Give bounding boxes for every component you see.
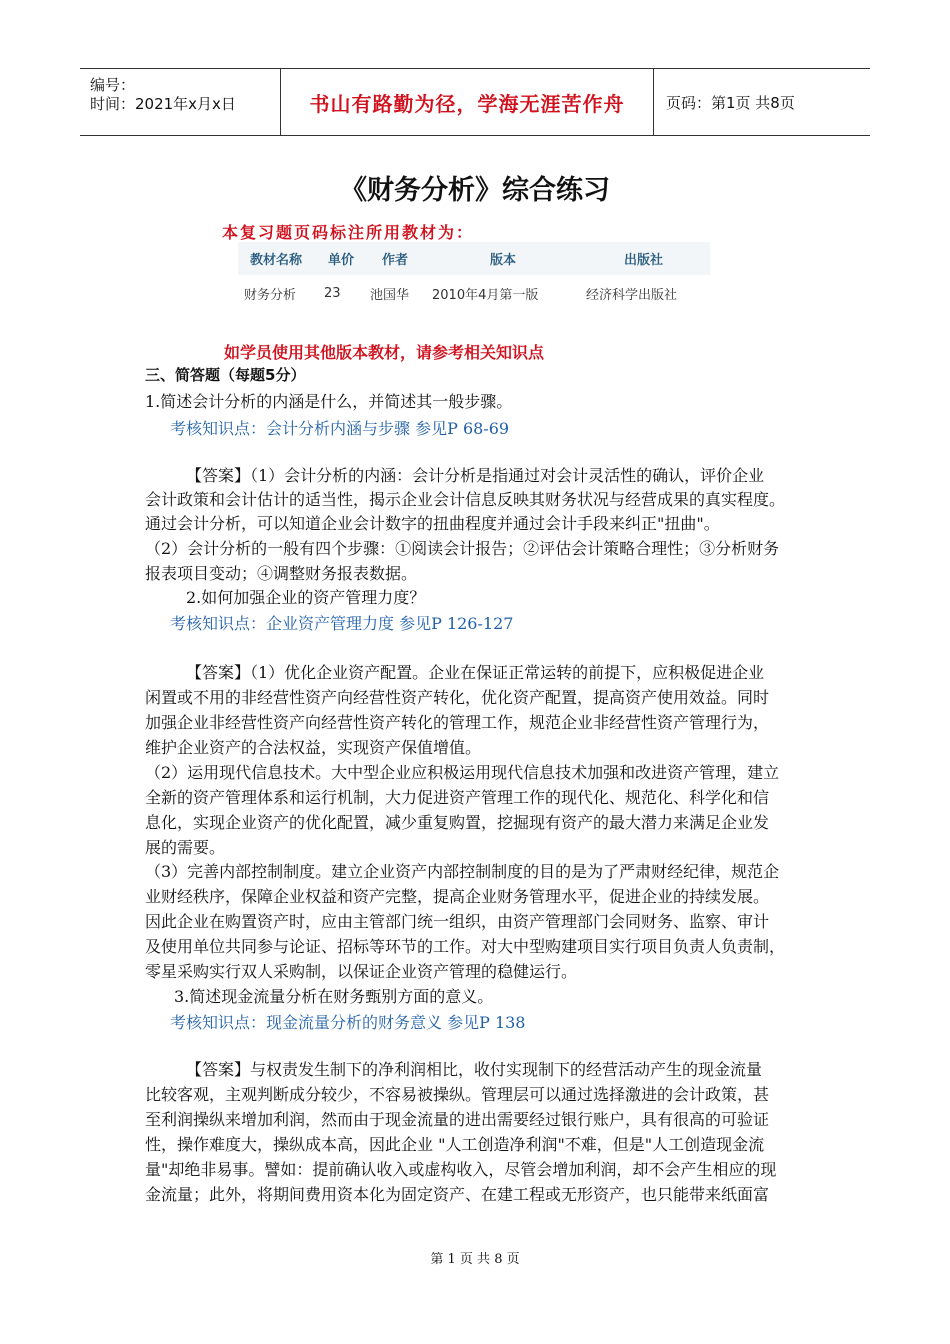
document-title: 《财务分析》综合练习: [340, 175, 610, 206]
table-header-row: [238, 242, 710, 275]
table-header-cell: 教材名称: [250, 253, 303, 268]
textbook-table: [238, 242, 710, 311]
other-edition-notice: 如学员使用其他版本教材，请参考相关知识点: [224, 343, 545, 362]
answer-line: 量"却绝非易事。譬如：提前确认收入或虚构收入，尽管会增加利润，却不会产生相应的现: [145, 1160, 777, 1179]
header-page-info: 页码：第1页 共8页: [666, 93, 795, 112]
answer-line: 展的需要。: [145, 838, 226, 857]
answer-line: 加强企业非经营性资产向经营性资产转化的管理工作，规范企业非经营性资产管理行为，: [145, 713, 770, 732]
table-cell: 2010年4月第一版: [432, 287, 539, 303]
knowledge-point-line: 考核知识点：企业资产管理力度 参见P 126-127: [170, 614, 514, 633]
answer-line: 维护企业资产的合法权益，实现资产保值增值。: [145, 738, 482, 757]
question-line: 3.简述现金流量分析在财务甄别方面的意义。: [174, 987, 494, 1006]
table-header-cell: 单价: [328, 253, 355, 268]
answer-line: 【答案】（1）会计分析的内涵：会计分析是指通过对会计灵活性的确认，评价企业: [186, 466, 765, 485]
answer-line: 会计政策和会计估计的适当性，揭示企业会计信息反映其财务状况与经营成果的真实程度。: [145, 490, 786, 509]
textbook-notice: 本复习题页码标注所用教材为：: [222, 223, 475, 242]
answer-line: 【答案】（1）优化企业资产配置。企业在保证正常运转的前提下，应积极促进企业: [186, 663, 765, 682]
answer-line: （2）会计分析的一般有四个步骤：①阅读会计报告；②评估会计策略合理性；③分析财务: [145, 539, 780, 558]
answer-line: 全新的资产管理体系和运行机制，大力促进资产管理工作的现代化、规范化、科学化和信: [145, 788, 770, 807]
question-line: 1.简述会计分析的内涵是什么，并简述其一般步骤。: [145, 392, 513, 411]
table-header-cell: 版本: [490, 253, 517, 268]
answer-line: 性，操作难度大，操纵成本高，因此企业 "人工创造净利润"不难，但是"人工创造现金流: [145, 1135, 765, 1154]
answer-line: 零星采购实行双人采购制，以保证企业资产管理的稳健运行。: [145, 962, 578, 981]
answer-line: 息化，实现企业资产的优化配置，减少重复购置，挖掘现有资产的最大潜力来满足企业发: [145, 813, 770, 832]
table-header-cell: 出版社: [624, 253, 664, 268]
header-motto: 书山有路勤为径，学海无涯苦作舟: [281, 69, 654, 135]
question-line: 2.如何加强企业的资产管理力度？: [186, 588, 426, 607]
page-footer: 第 1 页 共 8 页: [430, 1252, 520, 1267]
answer-line: （3）完善内部控制制度。建立企业资产内部控制制度的目的是为了严肃财经纪律，规范企: [145, 862, 780, 881]
knowledge-point-line: 考核知识点：会计分析内涵与步骤 参见P 68-69: [170, 419, 510, 438]
answer-line: 闲置或不用的非经营性资产向经营性资产转化，优化资产配置，提高资产使用效益。同时: [145, 688, 770, 707]
table-cell: 23: [324, 285, 341, 301]
section-title: 三、简答题（每题5分）: [145, 366, 306, 384]
answer-line: （2）运用现代信息技术。大中型企业应积极运用现代信息技术加强和改进资产管理，建立: [145, 763, 780, 782]
number-label: 编号：: [90, 76, 136, 94]
table-row: [238, 275, 710, 311]
table-cell: 池国华: [370, 287, 410, 303]
answer-line: 业财经秩序，保障企业权益和资产完整，提高企业财务管理水平，促进企业的持续发展。: [145, 887, 770, 906]
table-cell: 财务分析: [244, 287, 297, 303]
answer-line: 通过会计分析，可以知道企业会计数字的扭曲程度并通过会计手段来纠正"扭曲"。: [145, 514, 720, 533]
answer-line: 比较客观，主观判断成分较少，不容易被操纵。管理层可以通过选择激进的会计政策，甚: [145, 1085, 770, 1104]
table-cell: 经济科学出版社: [586, 287, 678, 303]
answer-line: 至利润操纵来增加利润，然而由于现金流量的进出需要经过银行账户，具有很高的可验证: [145, 1110, 770, 1129]
table-header-cell: 作者: [382, 253, 409, 268]
answer-line: 因此企业在购置资产时，应由主管部门统一组织，由资产管理部门会同财务、监察、审计: [145, 912, 770, 931]
answer-line: 【答案】与权责发生制下的净利润相比，收付实现制下的经营活动产生的现金流量: [186, 1060, 763, 1079]
answer-line: 金流量；此外，将期间费用资本化为固定资产、在建工程或无形资产，也只能带来纸面富: [145, 1185, 770, 1204]
answer-line: 及使用单位共同参与论证、招标等环节的工作。对大中型购建项目实行项目负责人负责制，: [145, 937, 786, 956]
header-box: [80, 68, 870, 136]
header-meta-cell: [80, 69, 281, 135]
time-label: 时间：2021年x月x日: [90, 95, 236, 113]
answer-line: 报表项目变动；④调整财务报表数据。: [145, 564, 418, 583]
knowledge-point-line: 考核知识点：现金流量分析的财务意义 参见P 138: [170, 1013, 526, 1032]
